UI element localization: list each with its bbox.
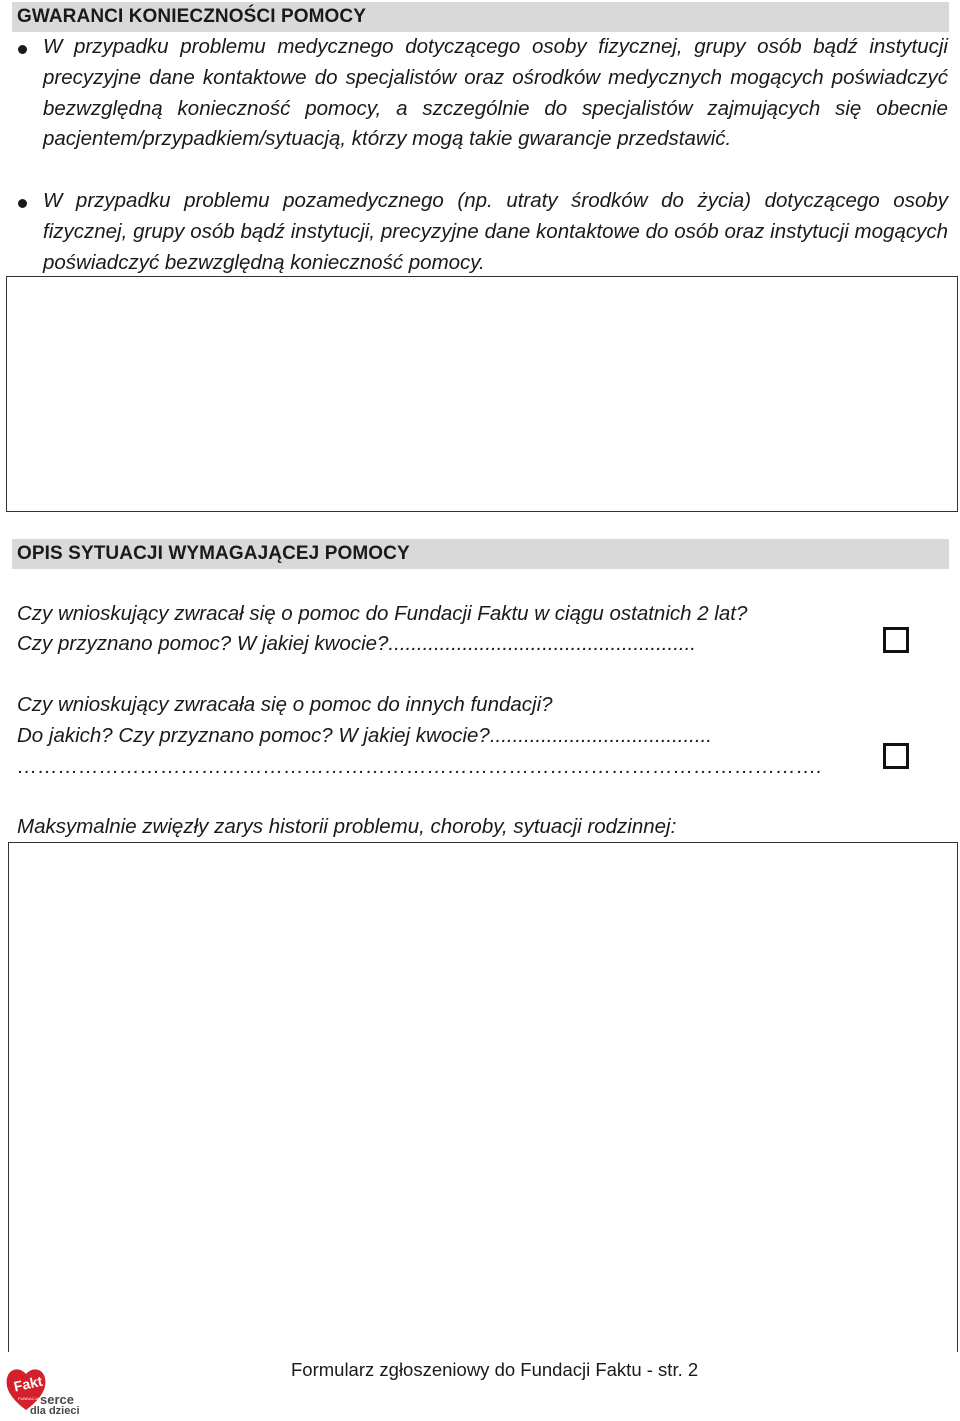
bullet-medical: [43, 32, 948, 155]
svg-text:dla dzieci: dla dzieci: [30, 1405, 80, 1416]
svg-text:Fakt: Fakt: [12, 1372, 44, 1395]
question-other-foundations-amount: Do jakich? Czy przyznano pomoc? W jakiej kwocie?.......................................: [17, 724, 712, 747]
bullet-text: W przypadku problemu pozamedycznego (np. utraty środków do życia) dotyczącego osoby fizycznej, grupy osób bądź instytucji, precyzyjne dane kontaktowe do osób oraz instytucji mogących poświadczyć bezwzględną konieczność pomocy.: [43, 189, 948, 274]
other-foundations-checkbox[interactable]: [883, 743, 909, 769]
bullet-text: W przypadku problemu medycznego dotyczącego osoby fizycznej, grupy osób bądź instytucji precyzyjne dane kontaktowe do specjalistów oraz ośrodków medycznych mogących poświadczyć bezwzględną konieczność pomocy, a szczególnie do specjalistów zajmujących się obecnie pacjentem/przypadkiem/sytuacją, którzy mogą takie gwarancje przedstawić.: [43, 35, 948, 151]
svg-text:FUNDACJA: FUNDACJA: [18, 1396, 40, 1401]
section-header-situation: [12, 539, 949, 569]
section-title: OPIS SYTUACJI WYMAGAJĄCEJ POMOCY: [17, 543, 410, 564]
question-fundacja-faktu-amount: Czy przyznano pomoc? W jakiej kwocie?......................................................: [17, 632, 696, 655]
section-header-guarantees: [12, 2, 949, 32]
svg-text:serce: serce: [40, 1392, 74, 1407]
dotted-answer-line[interactable]: ……………………………………………………………………………………………………….: [17, 755, 823, 778]
section-title: GWARANCI KONIECZNOŚCI POMOCY: [17, 6, 367, 27]
guarantees-input-box[interactable]: [6, 276, 958, 512]
bullet-non-medical: [43, 186, 948, 278]
footer-page-label: Formularz zgłoszeniowy do Fundacji Faktu - str. 2: [291, 1359, 699, 1380]
fundacja-fakt-logo: [4, 1362, 88, 1416]
question-other-foundations: Czy wnioskujący zwracała się o pomoc do innych fundacji?: [17, 693, 553, 716]
question-fundacja-faktu: Czy wnioskujący zwracał się o pomoc do Fundacji Faktu w ciągu ostatnich 2 lat?: [17, 602, 748, 625]
bullet-icon: [18, 45, 27, 54]
bullet-icon: [18, 199, 27, 208]
history-label: Maksymalnie zwięzły zarys historii problemu, choroby, sytuacji rodzinnej:: [17, 815, 677, 838]
fundacja-faktu-checkbox[interactable]: [883, 627, 909, 653]
history-input-box[interactable]: [8, 842, 958, 1352]
